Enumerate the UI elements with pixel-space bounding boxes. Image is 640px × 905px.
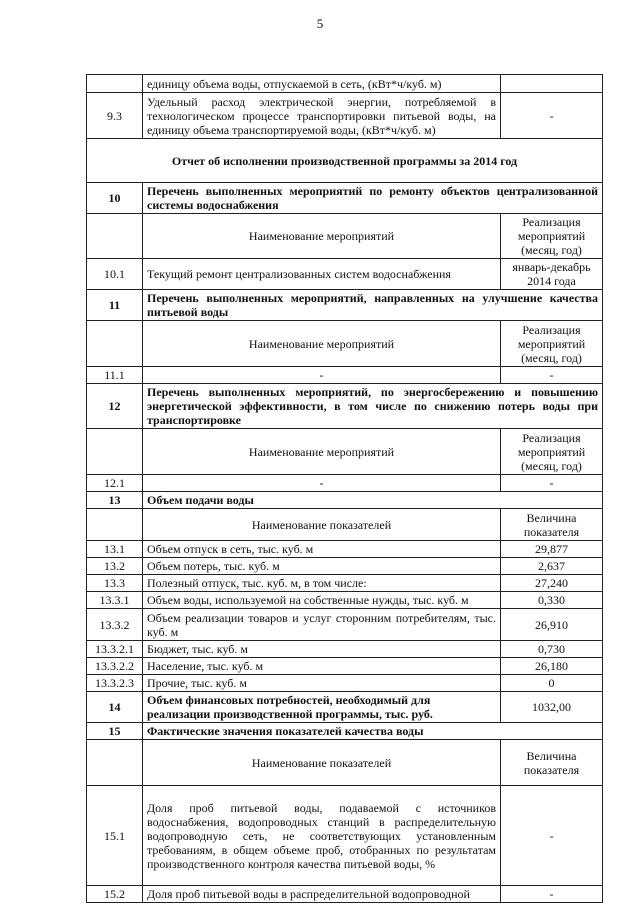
table-row: [87, 259, 603, 290]
row-value: 0,730: [501, 641, 603, 658]
row-value: 26,910: [501, 609, 603, 641]
column-header-row: [87, 214, 603, 259]
section-row: [87, 384, 603, 429]
header-name-cell: Наименование показателей: [143, 740, 501, 786]
column-header-row: [87, 740, 603, 786]
row-number: 13.3: [87, 575, 143, 592]
section-row: [87, 492, 603, 509]
table-row: [87, 558, 603, 575]
row-number: 15.1: [87, 786, 143, 886]
row-number: 13.3.2: [87, 609, 143, 641]
table-row: [87, 475, 603, 492]
row-number: 13.1: [87, 541, 143, 558]
row-value: -: [501, 475, 603, 492]
section-title: Перечень выполненных мероприятий по ремонту объектов централизованной системы водоснабжения: [143, 183, 603, 214]
section-number: 14: [87, 692, 143, 723]
row-number: 13.3.1: [87, 592, 143, 609]
row-value: -: [501, 93, 603, 139]
header-name-cell: Наименование мероприятий: [143, 214, 501, 259]
table-row: [87, 541, 603, 558]
report-title-row: [87, 139, 603, 183]
row-description: Население, тыс. куб. м: [143, 658, 501, 675]
section-value: 1032,00: [501, 692, 603, 723]
table-row: [87, 886, 603, 903]
row-number: 11.1: [87, 367, 143, 384]
section-number: 13: [87, 492, 143, 509]
section-title: Объем подачи воды: [143, 492, 603, 509]
section-row: [87, 692, 603, 723]
header-name-cell: Наименование мероприятий: [143, 429, 501, 475]
row-value: январь-декабрь 2014 года: [501, 259, 603, 290]
header-number-cell: [87, 740, 143, 786]
row-description: Бюджет, тыс. куб. м: [143, 641, 501, 658]
section-row: [87, 723, 603, 740]
column-header-row: [87, 509, 603, 541]
row-value: -: [501, 786, 603, 886]
row-value: 0: [501, 675, 603, 692]
table-row: [87, 75, 603, 93]
table-row: [87, 575, 603, 592]
section-title: Объем финансовых потребностей, необходимый для реализации производственной программы, тыс. руб.: [143, 692, 501, 723]
row-description: Полезный отпуск, тыс. куб. м, в том числе:: [143, 575, 501, 592]
table-row: [87, 675, 603, 692]
report-title: Отчет об исполнении производственной программы за 2014 год: [87, 139, 603, 183]
header-value-cell: Реализация мероприятий (месяц, год): [501, 429, 603, 475]
table-row: [87, 609, 603, 641]
header-number-cell: [87, 509, 143, 541]
row-description: Доля проб питьевой воды в распределительной водопроводной: [143, 886, 501, 903]
row-value: -: [501, 886, 603, 903]
header-number-cell: [87, 321, 143, 367]
row-value: 0,330: [501, 592, 603, 609]
row-number: 13.3.2.1: [87, 641, 143, 658]
row-description: Объем реализации товаров и услуг сторонним потребителям, тыс. куб. м: [143, 609, 501, 641]
row-number: 13.3.2.2: [87, 658, 143, 675]
row-number: 9.3: [87, 93, 143, 139]
row-description: -: [143, 475, 501, 492]
row-number: 13.2: [87, 558, 143, 575]
page-number: 5: [316, 16, 324, 31]
table-row: [87, 658, 603, 675]
row-description: Объем воды, используемой на собственные нужды, тыс. куб. м: [143, 592, 501, 609]
row-value: -: [501, 367, 603, 384]
header-value-cell: Величина показателя: [501, 740, 603, 786]
row-number: [87, 75, 143, 93]
section-number: 10: [87, 183, 143, 214]
row-value: 26,180: [501, 658, 603, 675]
section-number: 11: [87, 290, 143, 321]
row-description: Доля проб питьевой воды, подаваемой с источников водоснабжения, водопроводных станций в распределительную водопроводную сеть, не соответствующих установленным требованиям, в общем объеме проб, отобранных по результатам производственного контроля качества питьевой воды, %: [143, 786, 501, 886]
section-number: 15: [87, 723, 143, 740]
section-title: Перечень выполненных мероприятий, по энергосбережению и повышению энергетической эффективности, в том числе по снижению потерь воды при транспортировке: [143, 384, 603, 429]
row-description: Текущий ремонт централизованных систем водоснабжения: [143, 259, 501, 290]
header-name-cell: Наименование показателей: [143, 509, 501, 541]
column-header-row: [87, 429, 603, 475]
row-description: Прочие, тыс. куб. м: [143, 675, 501, 692]
row-description: единицу объема воды, отпускаемой в сеть, (кВт*ч/куб. м): [143, 75, 501, 93]
column-header-row: [87, 321, 603, 367]
row-description: -: [143, 367, 501, 384]
row-value: 29,877: [501, 541, 603, 558]
row-description: Объем отпуск в сеть, тыс. куб. м: [143, 541, 501, 558]
program-report-table-body: [87, 75, 603, 903]
table-row: [87, 367, 603, 384]
row-description: Объем потерь, тыс. куб. м: [143, 558, 501, 575]
row-description: Удельный расход электрической энергии, потребляемой в технологическом процессе транспортировки питьевой воды, на единицу объема транспортируемой воды, (кВт*ч/куб. м): [143, 93, 501, 139]
section-row: [87, 183, 603, 214]
header-value-cell: Величина показателя: [501, 509, 603, 541]
table-row: [87, 592, 603, 609]
section-row: [87, 290, 603, 321]
header-number-cell: [87, 214, 143, 259]
table-row: [87, 786, 603, 886]
section-title: Фактические значения показателей качества воды: [143, 723, 603, 740]
header-value-cell: Реализация мероприятий (месяц, год): [501, 214, 603, 259]
table-row: [87, 641, 603, 658]
section-number: 12: [87, 384, 143, 429]
row-value: [501, 75, 603, 93]
program-report-table: [86, 74, 603, 903]
row-number: 15.2: [87, 886, 143, 903]
row-number: 10.1: [87, 259, 143, 290]
section-title: Перечень выполненных мероприятий, направленных на улучшение качества питьевой воды: [143, 290, 603, 321]
table-row: [87, 93, 603, 139]
row-number: 12.1: [87, 475, 143, 492]
header-value-cell: Реализация мероприятий (месяц, год): [501, 321, 603, 367]
header-number-cell: [87, 429, 143, 475]
row-value: 2,637: [501, 558, 603, 575]
row-value: 27,240: [501, 575, 603, 592]
row-number: 13.3.2.3: [87, 675, 143, 692]
header-name-cell: Наименование мероприятий: [143, 321, 501, 367]
